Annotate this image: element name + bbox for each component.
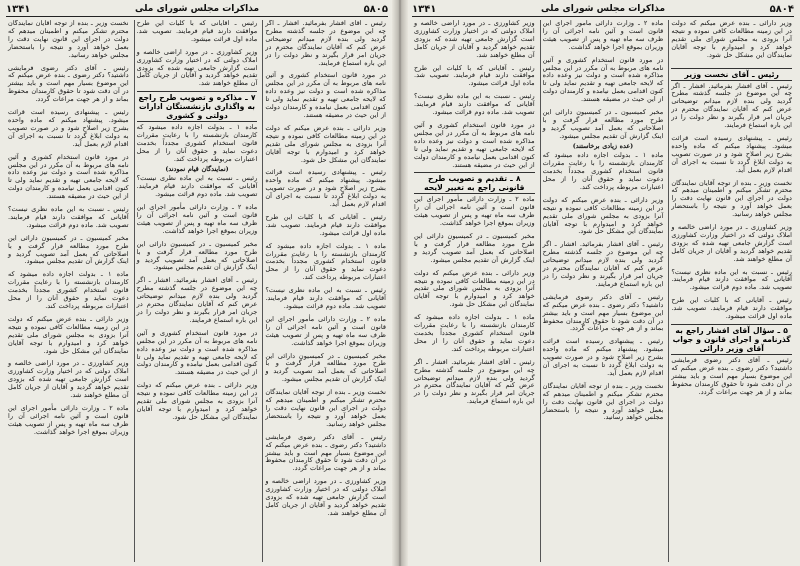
- paragraph: نخست وزیر ـ بنده از توجه آقایان نمایندگان محترم تشکر میکنم و اطمینان میدهم که دولت در اجرای این قانون نهایت دقت را بعمل خواهد آورد و نتیجه را باستحضار مجلس خواهد رسانید.: [265, 388, 386, 428]
- right-column-2: [540, 20, 666, 562]
- left-column-1: [262, 20, 388, 562]
- paragraph: وزیر دارائی ـ بنده عرض میکنم که دولت در این زمینه مطالعات کافی نموده و نتیجه آنرا بزودی به مجلس شورای ملی تقدیم خواهد کرد و امیدوارم با توجه آقایان نمایندگان این مشکل حل شود.: [136, 381, 258, 421]
- paragraph: رئیس ـ آقای افشار بفرمائید. افشار ـ اگر چه این موضوع در جلسه گذشته مطرح گردید ولی بنده لازم میدانم توضیحاتی عرض کنم که آقایان نمایندگان محترم در جریان امر قرار بگیرند و نظر دولت را در این باره استماع فرمایند.: [671, 81, 792, 130]
- left-column-2: [134, 20, 260, 562]
- paragraph: ماده ۱ ـ بدولت اجازه داده میشود که کارمندان بازنشسته را با رعایت مقررات قانون استخدام کشوری مجدداً بخدمت دعوت نماید و حقوق آنان را از محل اعتبارات مربوطه پرداخت کند.: [413, 313, 535, 353]
- paragraph: رئیس ـ پیشنهادی رسیده است قرائت میشود. پیشنهاد میکنم که ماده واحده بشرح زیر اصلاح شود و در صورت تصویب به دولت ابلاغ گردد تا نسبت به اجرای آن اقدام لازم بعمل آید.: [7, 108, 129, 148]
- right-columns: [412, 20, 794, 562]
- section-heading: ۵ ـ سؤال آقای افشار راجع به گذرنامه و اجرای قانون و جواب آقای وزیر دارائی: [672, 326, 791, 353]
- paragraph: رئیس ـ نسبت به این ماده نظری نیست؟ آقایانی که موافقت دارند قیام فرمایند. تصویب شد. ماده دوم قرائت میشود.: [265, 286, 386, 310]
- paragraph: رئیس ـ نسبت به این ماده نظری نیست؟ آقایانی که موافقت دارند قیام فرمایند. تصویب شد. ماده دوم قرائت میشود.: [136, 174, 258, 199]
- paragraph: وزیر کشاورزی ـ در مورد اراضی خالصه و املاک دولتی که در اختیار وزارت کشاورزی است گزارش جامعی تهیه شده که بزودی تقدیم خواهد گردید و آقایان از جریان کامل آن مطلع خواهند شد.: [265, 477, 386, 517]
- paragraph: در مورد قانون استخدام کشوری و آئین نامه های مربوط به آن مکرر در این مجلس مذاکره شده است و دولت نیز وعده داده که لایحه جامعی تهیه و تقدیم نماید ولی تا کنون اقدامی بعمل نیامده و کارمندان دولت از این حیث در مضیقه هستند.: [136, 328, 258, 377]
- paragraph: ماده ۲ ـ وزارت دارائی مأمور اجرای این قانون است و آئین نامه اجرائی آن را ظرف سه ماه تهیه و پس از تصویب هیئت وزیران بموقع اجرا خواهد گذاشت.: [265, 314, 386, 347]
- paragraph: ماده ۲ ـ وزارت دارائی مأمور اجرای این قانون است و آئین نامه اجرائی آن را ظرف سه ماه تهیه و پس از تصویب هیئت وزیران بموقع اجرا خواهد گذاشت.: [542, 20, 664, 51]
- paragraph: رئیس ـ آقای افشار بفرمائید. افشار ـ اگر چه این موضوع در جلسه گذشته مطرح گردید ولی بنده لازم میدانم توضیحاتی عرض کنم که آقایان نمایندگان محترم در جریان امر قرار بگیرند و نظر دولت را در این باره استماع فرمایند.: [265, 20, 386, 67]
- paragraph: رئیس ـ نسبت به این ماده نظری نیست؟ آقایانی که موافقت دارند قیام فرمایند. تصویب شد. ماده دوم قرائت میشود.: [671, 267, 792, 292]
- paragraph: وزیر دارائی ـ بنده عرض میکنم که دولت در این زمینه مطالعات کافی نموده و نتیجه آنرا بزودی به مجلس شورای ملی تقدیم خواهد کرد و امیدوارم با توجه آقایان نمایندگان این مشکل حل شود.: [265, 123, 386, 164]
- right-date-ref: ۱۳۴۱: [412, 3, 437, 15]
- paragraph: رئیس ـ آقای دکتر رضوی فرمایشی داشتید؟ دکتر رضوی ـ بنده عرض میکنم که این موضوع بسیار مهم است و باید بیشتر در آن دقت شود تا حقوق کارمندان محفوظ بماند و از هر جهت مراعات گردد.: [542, 292, 664, 333]
- paragraph: نخست وزیر ـ بنده از توجه آقایان نمایندگان محترم تشکر میکنم و اطمینان میدهم که دولت در اجرای این قانون نهایت دقت را بعمل خواهد آورد و نتیجه را باستحضار مجلس خواهد رسانید.: [7, 20, 129, 59]
- paragraph: ماده ۲ ـ وزارت دارائی مأمور اجرای این قانون است و آئین نامه اجرائی آن را ظرف سه ماه تهیه و پس از تصویب هیئت وزیران بموقع اجرا خواهد گذاشت.: [413, 195, 535, 228]
- left-columns: [6, 20, 388, 562]
- paragraph: رئیس ـ آقایانی که با کلیات این طرح موافقت دارند قیام فرمایند. تصویب شد. ماده اول قرائت میشود.: [671, 296, 792, 321]
- paragraph: ماده ۲ ـ وزارت دارائی مأمور اجرای این قانون است و آئین نامه اجرائی آن را ظرف سه ماه تهیه و پس از تصویب هیئت وزیران بموقع اجرا خواهد گذاشت.: [136, 203, 258, 235]
- paragraph: مخبر کمیسیون ـ در کمیسیون دارائی این طرح مورد مطالعه قرار گرفت و با اصلاحاتی که بعمل آمد تصویب گردید و اینک گزارش آن تقدیم مجلس میشود.: [265, 351, 386, 384]
- paragraph: رئیس ـ آقایانی که با کلیات این طرح موافقت دارند قیام فرمایند. تصویب شد. ماده اول قرائت میشود.: [136, 20, 258, 43]
- paragraph: در مورد قانون استخدام کشوری و آئین نامه های مربوط به آن مکرر در این مجلس مذاکره شده است و دولت نیز وعده داده که لایحه جامعی تهیه و تقدیم نماید ولی تا کنون اقدامی بعمل نیامده و کارمندان دولت از این حیث در مضیقه هستند.: [542, 55, 664, 104]
- paragraph: نخست وزیر ـ بنده از توجه آقایان نمایندگان محترم تشکر میکنم و اطمینان میدهم که دولت در اجرای این قانون نهایت دقت را بعمل خواهد آورد و نتیجه را باستحضار مجلس خواهد رسانید.: [671, 178, 792, 219]
- paragraph: رئیس ـ آقای دکتر رضوی فرمایشی داشتید؟ دکتر رضوی ـ بنده عرض میکنم که این موضوع بسیار مهم است و باید بیشتر در آن دقت شود تا حقوق کارمندان محفوظ بماند و از هر جهت مراعات گردد.: [7, 63, 129, 104]
- paragraph: وزیر دارائی ـ بنده عرض میکنم که دولت در این زمینه مطالعات کافی نموده و نتیجه آنرا بزودی به مجلس شورای ملی تقدیم خواهد کرد و امیدوارم با توجه آقایان نمایندگان این مشکل حل شود.: [671, 20, 792, 59]
- paragraph: وزیر کشاورزی ـ در مورد اراضی خالصه و املاک دولتی که در اختیار وزارت کشاورزی است گزارش جامعی تهیه شده که بزودی تقدیم خواهد گردید و آقایان از جریان کامل آن مطلع خواهند شد.: [413, 20, 535, 59]
- paragraph: مخبر کمیسیون ـ در کمیسیون دارائی این طرح مورد مطالعه قرار گرفت و با اصلاحاتی که بعمل آمد تصویب گردید و اینک گزارش آن تقدیم مجلس میشود.: [542, 108, 664, 140]
- paragraph: وزیر دارائی ـ بنده عرض میکنم که دولت در این زمینه مطالعات کافی نموده و نتیجه آنرا بزودی به مجلس شورای ملی تقدیم خواهد کرد و امیدوارم با توجه آقایان نمایندگان این مشکل حل شود.: [7, 314, 129, 355]
- right-column-1: [668, 20, 794, 562]
- paragraph: وزیر کشاورزی ـ در مورد اراضی خالصه و املاک دولتی که در اختیار وزارت کشاورزی است گزارش جامعی تهیه شده که بزودی تقدیم خواهد گردید و آقایان از جریان کامل آن مطلع خواهند شد.: [136, 47, 258, 88]
- paragraph: رئیس ـ آقای افشار بفرمائید. افشار ـ اگر چه این موضوع در جلسه گذشته مطرح گردید ولی بنده لازم میدانم توضیحاتی عرض کنم که آقایان نمایندگان محترم در جریان امر قرار بگیرند و نظر دولت را در این باره استماع فرمایند.: [136, 276, 258, 324]
- paragraph: رئیس ـ پیشنهادی رسیده است قرائت میشود. پیشنهاد میکنم که ماده واحده بشرح زیر اصلاح شود و در صورت تصویب به دولت ابلاغ گردد تا نسبت به اجرای آن اقدام لازم بعمل آید.: [265, 168, 386, 209]
- paragraph: ماده ۱ ـ بدولت اجازه داده میشود که کارمندان بازنشسته را با رعایت مقررات قانون استخدام کشوری مجدداً بخدمت دعوت نماید و حقوق آنان را از محل اعتبارات مربوطه پرداخت کند.: [7, 270, 129, 310]
- paragraph: وزیر دارائی ـ بنده عرض میکنم که دولت در این زمینه مطالعات کافی نموده و نتیجه آنرا بزودی به مجلس شورای ملی تقدیم خواهد کرد و امیدوارم با توجه آقایان نمایندگان این مشکل حل شود.: [413, 268, 535, 309]
- binding-fold: [392, 0, 408, 566]
- paragraph: ماده ۱ ـ بدولت اجازه داده میشود که کارمندان بازنشسته را با رعایت مقررات قانون استخدام کشوری مجدداً بخدمت دعوت نماید و حقوق آنان را از محل اعتبارات مربوطه پرداخت کند.: [136, 123, 258, 163]
- left-date-ref: ۱۳۴۱: [6, 3, 31, 15]
- paragraph: در مورد قانون استخدام کشوری و آئین نامه های مربوط به آن مکرر در این مجلس مذاکره شده است و دولت نیز وعده داده که لایحه جامعی تهیه و تقدیم نماید ولی تا کنون اقدامی بعمل نیامده و کارمندان دولت از این حیث در مضیقه هستند.: [413, 120, 535, 169]
- paragraph: رئیس ـ آقای افشار بفرمائید. افشار ـ اگر چه این موضوع در جلسه گذشته مطرح گردید ولی بنده لازم میدانم توضیحاتی عرض کنم که آقایان نمایندگان محترم در جریان امر قرار بگیرند و نظر دولت را در این باره استماع فرمایند.: [542, 240, 664, 288]
- left-column-3: [6, 20, 131, 562]
- right-page-number: ۵۸۰۴: [769, 3, 794, 15]
- paragraph: مخبر کمیسیون ـ در کمیسیون دارائی این طرح مورد مطالعه قرار گرفت و با اصلاحاتی که بعمل آمد تصویب گردید و اینک گزارش آن تقدیم مجلس میشود.: [413, 232, 535, 264]
- left-page-number: ۵۸۰۵: [363, 3, 388, 15]
- section-heading: رئیس ـ آقای نخست وزیر: [671, 68, 792, 81]
- paragraph: وزیر کشاورزی ـ در مورد اراضی خالصه و املاک دولتی که در اختیار وزارت کشاورزی است گزارش جامعی تهیه شده که بزودی تقدیم خواهد گردید و آقایان از جریان کامل آن مطلع خواهند شد.: [671, 223, 792, 263]
- right-page: [408, 0, 800, 566]
- paragraph: رئیس ـ پیشنهادی رسیده است قرائت میشود. پیشنهاد میکنم که ماده واحده بشرح زیر اصلاح شود و در صورت تصویب به دولت ابلاغ گردد تا نسبت به اجرای آن اقدام لازم بعمل آید.: [542, 337, 664, 377]
- left-page: [0, 0, 392, 566]
- paragraph: وزیر کشاورزی ـ در مورد اراضی خالصه و املاک دولتی که در اختیار وزارت کشاورزی است گزارش جامعی تهیه شده که بزودی تقدیم خواهد گردید و آقایان از جریان کامل آن مطلع خواهند شد.: [7, 359, 129, 400]
- paragraph: رئیس ـ آقایانی که با کلیات این طرح موافقت دارند قیام فرمایند. تصویب شد. ماده اول قرائت میشود.: [265, 212, 386, 237]
- right-running-title: مذاکرات مجلس شورای ملی: [540, 4, 666, 14]
- paragraph: رئیس ـ آقایانی که با کلیات این طرح موافقت دارند قیام فرمایند. تصویب شد. ماده اول قرائت میشود.: [413, 63, 535, 88]
- paragraph: وزیر دارائی ـ بنده عرض میکنم که دولت در این زمینه مطالعات کافی نموده و نتیجه آنرا بزودی به مجلس شورای ملی تقدیم خواهد کرد و امیدوارم با توجه آقایان نمایندگان این مشکل حل شود.: [542, 195, 664, 236]
- paragraph: مخبر کمیسیون ـ در کمیسیون دارائی این طرح مورد مطالعه قرار گرفت و با اصلاحاتی که بعمل آمد تصویب گردید و اینک گزارش آن تقدیم مجلس میشود.: [136, 239, 258, 272]
- paragraph: ماده ۱ ـ بدولت اجازه داده میشود که کارمندان بازنشسته را با رعایت مقررات قانون استخدام کشوری مجدداً بخدمت دعوت نماید و حقوق آنان را از محل اعتبارات مربوطه پرداخت کند.: [265, 241, 387, 282]
- paragraph: رئیس ـ نسبت به این ماده نظری نیست؟ آقایانی که موافقت دارند قیام فرمایند. تصویب شد. ماده دوم قرائت میشود.: [413, 92, 535, 117]
- section-heading: ۷ ـ مذاکره و تصویب طرح راجع به واگذاری بازنشستگان ادارات دولتی و کشوری: [138, 93, 256, 121]
- paragraph: رئیس ـ آقای دکتر رضوی فرمایشی داشتید؟ دکتر رضوی ـ بنده عرض میکنم که این موضوع بسیار مهم است و باید بیشتر در آن دقت شود تا حقوق کارمندان محفوظ بماند و از هر جهت مراعات گردد.: [265, 432, 386, 473]
- left-page-header: [6, 2, 388, 17]
- paragraph: رئیس ـ آقای افشار بفرمائید. افشار ـ اگر چه این موضوع در جلسه گذشته مطرح گردید ولی بنده لازم میدانم توضیحاتی عرض کنم که آقایان نمایندگان محترم در جریان امر قرار بگیرند و نظر دولت را در این باره استماع فرمایند.: [413, 357, 535, 406]
- paragraph: ماده ۱ ـ بدولت اجازه داده میشود که کارمندان بازنشسته را با رعایت مقررات قانون استخدام کشوری مجدداً بخدمت دعوت نماید و حقوق آنان را از محل اعتبارات مربوطه پرداخت کند.: [542, 151, 664, 191]
- paragraph: رئیس ـ نسبت به این ماده نظری نیست؟ آقایانی که موافقت دارند قیام فرمایند. تصویب شد. ماده دوم قرائت میشود.: [7, 205, 129, 229]
- left-running-title: مذاکرات مجلس شورای ملی: [134, 4, 260, 14]
- paragraph: در مورد قانون استخدام کشوری و آئین نامه های مربوط به آن مکرر در این مجلس مذاکره شده است و دولت نیز وعده داده که لایحه جامعی تهیه و تقدیم نماید ولی تا کنون اقدامی بعمل نیامده و کارمندان دولت از این حیث در مضیقه هستند.: [265, 71, 386, 119]
- paragraph: مخبر کمیسیون ـ در کمیسیون دارائی این طرح مورد مطالعه قرار گرفت و با اصلاحاتی که بعمل آمد تصویب گردید و اینک گزارش آن تقدیم مجلس میشود.: [7, 233, 129, 266]
- paragraph: رئیس ـ پیشنهادی رسیده است قرائت میشود. پیشنهاد میکنم که ماده واحده بشرح زیر اصلاح شود و در صورت تصویب به دولت ابلاغ گردد تا نسبت به اجرای آن اقدام لازم بعمل آید.: [671, 133, 792, 174]
- paragraph: ماده ۲ ـ وزارت دارائی مأمور اجرای این قانون است و آئین نامه اجرائی آن را ظرف سه ماه تهیه و پس از تصویب هیئت وزیران بموقع اجرا خواهد گذاشت.: [7, 403, 129, 436]
- right-page-header: [412, 2, 794, 17]
- paragraph: رئیس ـ آقای دکتر رضوی فرمایشی داشتید؟ دکتر رضوی ـ بنده عرض میکنم که این موضوع بسیار مهم است و باید بیشتر در آن دقت شود تا حقوق کارمندان محفوظ بماند و از هر جهت مراعات گردد.: [671, 356, 792, 396]
- section-heading: ۸ ـ تقدیم و تصویب طرح قانونی راجع به تغییر لایحه: [414, 172, 535, 194]
- right-column-3: [412, 20, 537, 562]
- vote-note: (عده زیادی برخاستند): [572, 141, 634, 150]
- paragraph: نخست وزیر ـ بنده از توجه آقایان نمایندگان محترم تشکر میکنم و اطمینان میدهم که دولت در اجرای این قانون نهایت دقت را بعمل خواهد آورد و نتیجه را باستحضار مجلس خواهد رسانید.: [542, 381, 664, 422]
- vote-note: (نمایندگان قیام نمودند): [165, 164, 229, 173]
- paragraph: در مورد قانون استخدام کشوری و آئین نامه های مربوط به آن مکرر در این مجلس مذاکره شده است و دولت نیز وعده داده که لایحه جامعی تهیه و تقدیم نماید ولی تا کنون اقدامی بعمل نیامده و کارمندان دولت از این حیث در مضیقه هستند.: [7, 152, 129, 201]
